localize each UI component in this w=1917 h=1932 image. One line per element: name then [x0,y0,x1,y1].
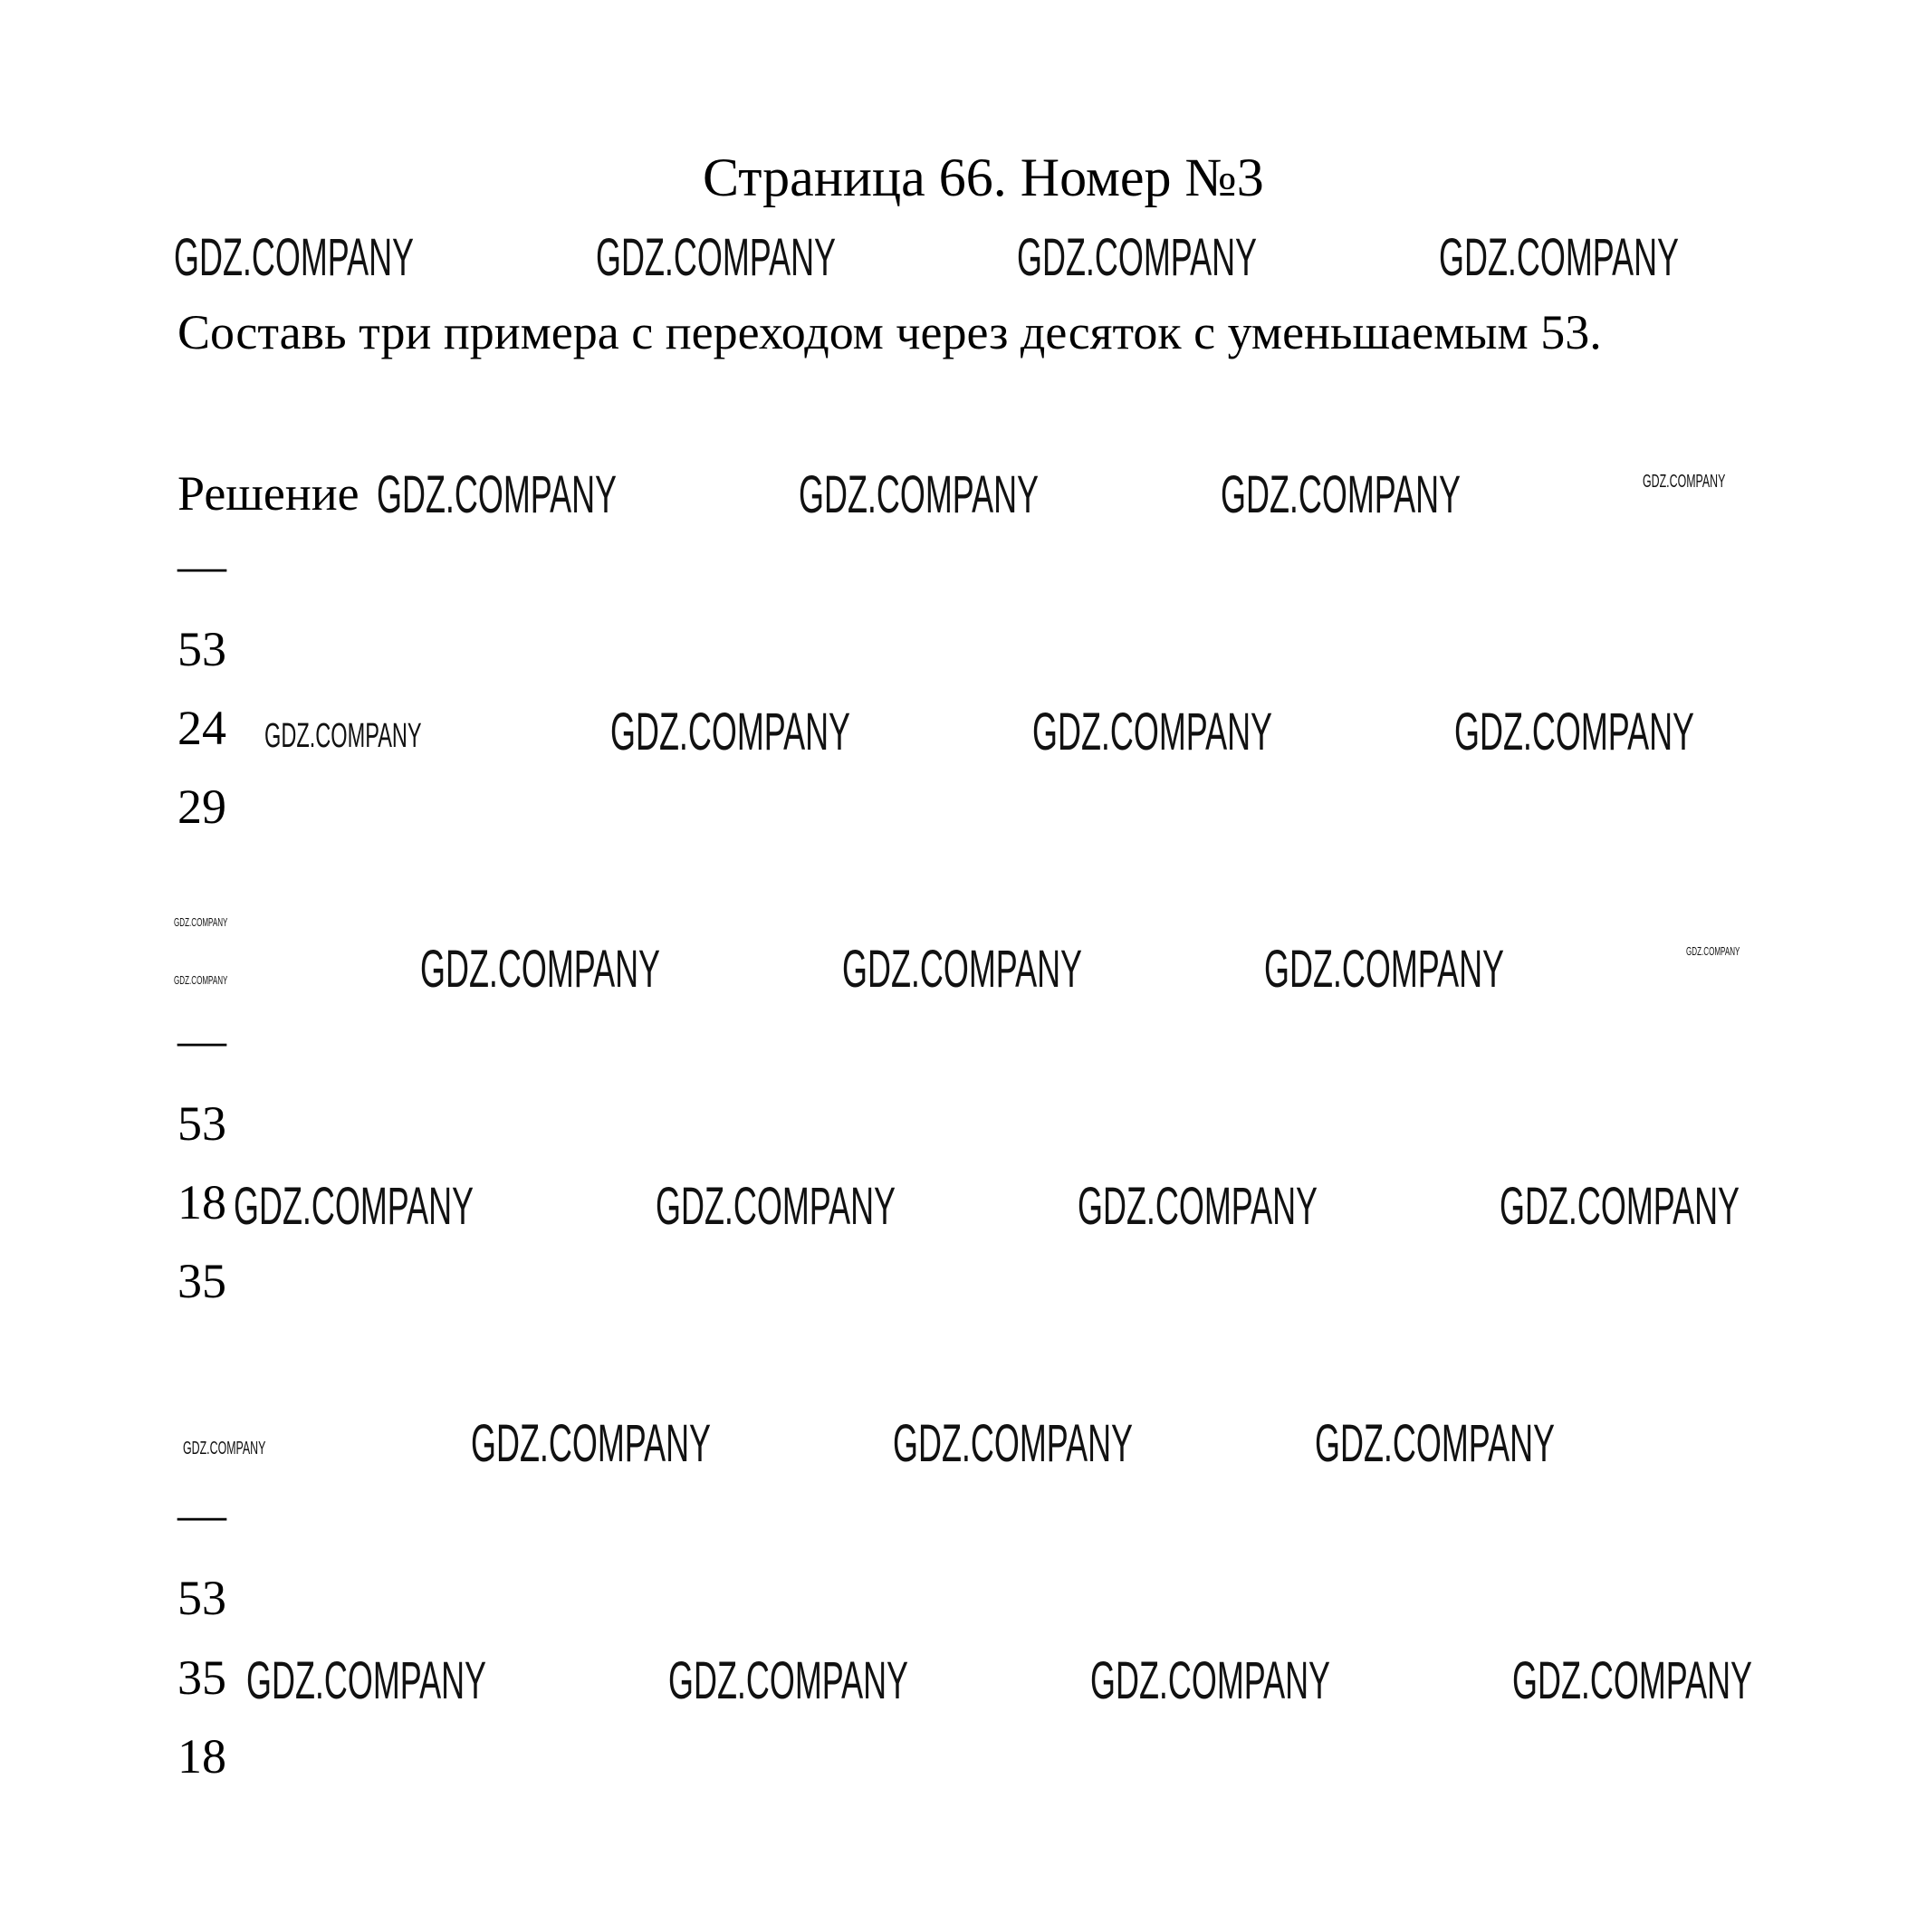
watermark: GDZ.COMPANY [842,940,1083,999]
watermark: GDZ.COMPANY [799,465,1040,524]
watermark: GDZ.COMPANY [1315,1414,1556,1473]
example-2-difference: 35 [177,1254,226,1308]
example-1-minuend: 53 [177,622,226,676]
example-2-minuend: 53 [177,1096,226,1151]
watermark: GDZ.COMPANY [246,1651,487,1710]
example-3-difference: 18 [177,1729,226,1784]
watermark: GDZ.COMPANY [1078,1177,1318,1236]
watermark: GDZ.COMPANY [234,1177,474,1236]
watermark: GDZ.COMPANY [893,1414,1134,1473]
page-title: Страница 66. Номер №3 [703,148,1264,207]
solution-label: Решение [177,466,359,521]
task-text: Составь три примера с переходом через десяток с уменьшаемым 53. [177,305,1602,359]
watermark: GDZ.COMPANY [420,940,661,999]
watermark: GDZ.COMPANY [1264,940,1505,999]
watermark: GDZ.COMPANY [668,1651,909,1710]
example-1-minus: — [177,539,226,593]
example-3-minus: — [177,1487,226,1542]
watermark: GDZ.COMPANY [174,973,228,987]
watermark: GDZ.COMPANY [183,1439,266,1459]
example-1-subtrahend: 24 [177,701,226,755]
watermark: GDZ.COMPANY [1032,703,1273,761]
watermark: GDZ.COMPANY [1017,228,1258,287]
example-2-subtrahend: 18 [177,1175,226,1229]
watermark: GDZ.COMPANY [1500,1177,1740,1236]
watermark: GDZ.COMPANY [174,228,415,287]
watermark: GDZ.COMPANY [174,915,228,929]
watermark: GDZ.COMPANY [1439,228,1680,287]
example-3-subtrahend: 35 [177,1650,226,1705]
example-3-minuend: 53 [177,1571,226,1625]
watermark: GDZ.COMPANY [471,1414,712,1473]
watermark: GDZ.COMPANY [1221,465,1462,524]
watermark: GDZ.COMPANY [264,717,422,755]
example-2-minus: — [177,1013,226,1067]
watermark: GDZ.COMPANY [596,228,837,287]
watermark: GDZ.COMPANY [656,1177,896,1236]
example-1-difference: 29 [177,779,226,834]
watermark: GDZ.COMPANY [1090,1651,1331,1710]
watermark: GDZ.COMPANY [1686,944,1740,958]
watermark: GDZ.COMPANY [1643,472,1726,492]
watermark: GDZ.COMPANY [1512,1651,1753,1710]
watermark: GDZ.COMPANY [377,465,618,524]
watermark: GDZ.COMPANY [1454,703,1695,761]
watermark: GDZ.COMPANY [610,703,851,761]
